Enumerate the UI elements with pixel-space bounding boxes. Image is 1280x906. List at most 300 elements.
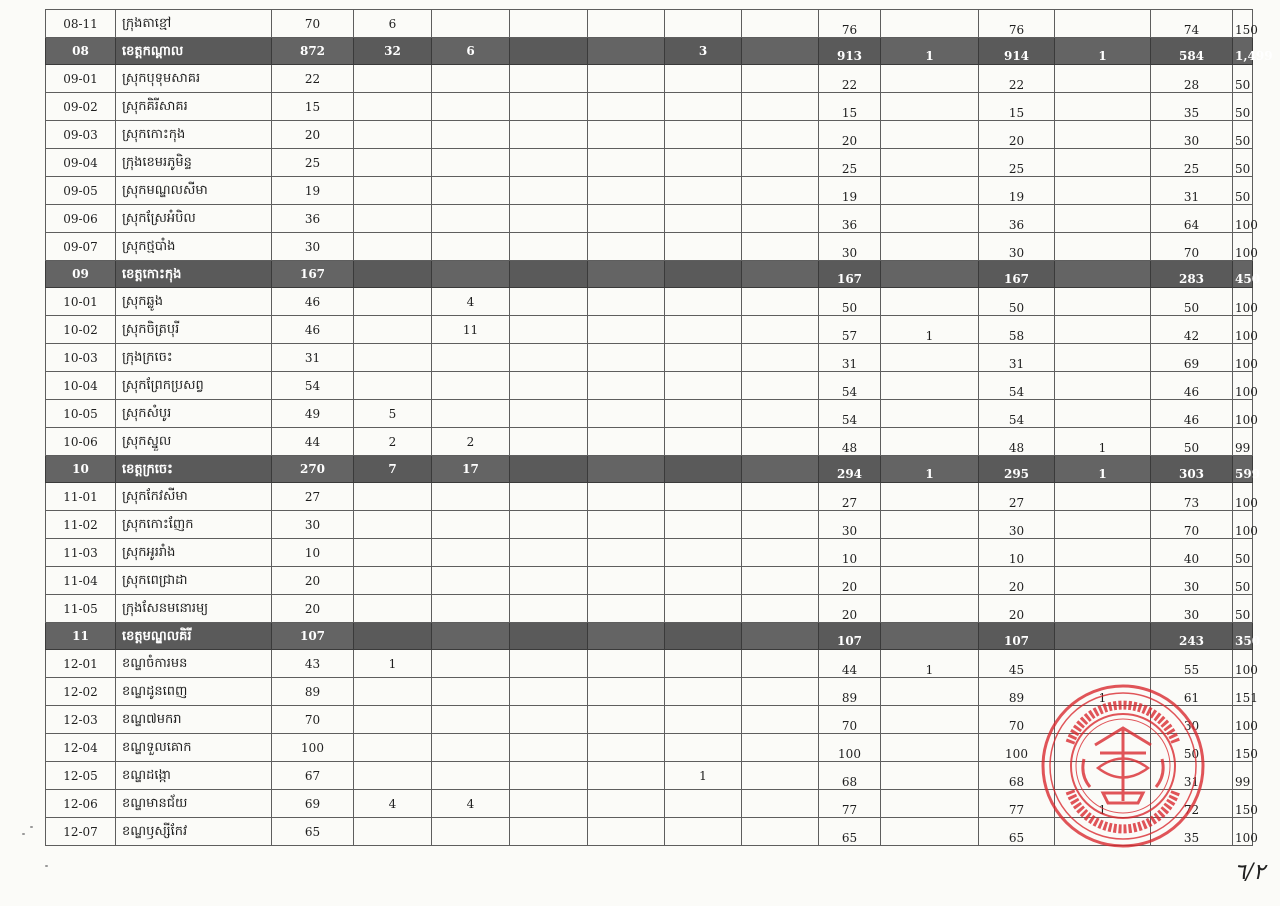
cell-col-5 [432,121,510,149]
cell-col-3: 872 [272,38,354,65]
cell-col-12: 15 [979,93,1055,121]
cell-col-11 [881,595,979,623]
cell-col-7 [588,121,665,149]
district-row [46,149,1253,177]
cell-col-6 [510,734,588,762]
cell-col-6 [510,483,588,511]
cell-col-11: 1 [881,316,979,344]
cell-col-6 [510,65,588,93]
cell-col-9 [742,678,819,706]
cell-col-7 [588,790,665,818]
row-name: ក្រុងតាខ្មៅ [116,10,272,38]
cell-col-7 [588,483,665,511]
cell-col-15: 100 [1233,288,1253,316]
cell-col-11 [881,121,979,149]
cell-col-10: 20 [819,567,881,595]
cell-col-10: 89 [819,678,881,706]
district-row [46,428,1253,456]
cell-col-13: 1 [1055,678,1151,706]
cell-col-10: 100 [819,734,881,762]
cell-col-8 [665,623,742,650]
cell-col-14: 283 [1151,261,1233,288]
cell-col-3: 107 [272,623,354,650]
cell-col-7 [588,177,665,205]
cell-col-4 [354,316,432,344]
cell-col-5 [432,818,510,846]
cell-col-11 [881,149,979,177]
cell-col-4 [354,177,432,205]
cell-col-11 [881,10,979,38]
cell-col-7 [588,706,665,734]
row-name: ខណ្ឌដង្កោ [116,762,272,790]
cell-col-7 [588,38,665,65]
cell-col-3: 22 [272,65,354,93]
cell-col-6 [510,233,588,261]
cell-col-5 [432,233,510,261]
cell-col-7 [588,93,665,121]
cell-col-8 [665,149,742,177]
cell-col-5 [432,261,510,288]
district-row [46,762,1253,790]
cell-col-7 [588,288,665,316]
cell-col-13 [1055,344,1151,372]
province-total-row [46,38,1253,65]
cell-col-15: 450 [1233,261,1253,288]
cell-col-4: 1 [354,650,432,678]
cell-col-5: 2 [432,428,510,456]
cell-col-5 [432,678,510,706]
row-code: 12-07 [46,818,116,846]
cell-col-15: 50 [1233,149,1253,177]
cell-col-5: 4 [432,790,510,818]
cell-col-9 [742,428,819,456]
cell-col-6 [510,121,588,149]
cell-col-14: 46 [1151,372,1233,400]
cell-col-6 [510,790,588,818]
row-name: ខេត្តមណ្ឌលគិរី [116,623,272,650]
cell-col-4: 5 [354,400,432,428]
cell-col-10: 76 [819,10,881,38]
cell-col-4: 4 [354,790,432,818]
cell-col-14: 55 [1151,650,1233,678]
cell-col-9 [742,288,819,316]
cell-col-11 [881,372,979,400]
cell-col-8 [665,121,742,149]
cell-col-12: 27 [979,483,1055,511]
cell-col-14: 35 [1151,818,1233,846]
cell-col-15: 100 [1233,233,1253,261]
cell-col-14: 50 [1151,734,1233,762]
page-number-mark: ٦/٢ [1234,860,1266,885]
cell-col-12: 31 [979,344,1055,372]
cell-col-10: 15 [819,93,881,121]
cell-col-9 [742,261,819,288]
district-row [46,595,1253,623]
cell-col-3: 27 [272,483,354,511]
district-row [46,177,1253,205]
cell-col-9 [742,567,819,595]
cell-col-7 [588,233,665,261]
row-code: 09-07 [46,233,116,261]
cell-col-12: 20 [979,567,1055,595]
cell-col-9 [742,539,819,567]
cell-col-12: 36 [979,205,1055,233]
cell-col-13 [1055,93,1151,121]
cell-col-13 [1055,650,1151,678]
cell-col-12: 20 [979,595,1055,623]
cell-col-13 [1055,10,1151,38]
row-code: 09-01 [46,65,116,93]
cell-col-15: 100 [1233,400,1253,428]
cell-col-12: 68 [979,762,1055,790]
cell-col-9 [742,65,819,93]
cell-col-3: 46 [272,316,354,344]
cell-col-5 [432,706,510,734]
row-code: 11-05 [46,595,116,623]
cell-col-9 [742,233,819,261]
cell-col-11 [881,706,979,734]
cell-col-9 [742,483,819,511]
cell-col-14: 31 [1151,177,1233,205]
cell-col-9 [742,623,819,650]
cell-col-14: 72 [1151,790,1233,818]
cell-col-12: 30 [979,511,1055,539]
cell-col-3: 30 [272,511,354,539]
cell-col-6 [510,511,588,539]
row-code: 09-05 [46,177,116,205]
cell-col-10: 30 [819,233,881,261]
cell-col-11: 1 [881,456,979,483]
cell-col-15: 100 [1233,706,1253,734]
cell-col-8 [665,177,742,205]
district-row [46,233,1253,261]
cell-col-8 [665,428,742,456]
row-name: ស្រុកកែវសីមា [116,483,272,511]
cell-col-5 [432,511,510,539]
cell-col-15: 100 [1233,483,1253,511]
cell-col-6 [510,567,588,595]
scan-speck [22,833,25,835]
cell-col-12: 10 [979,539,1055,567]
cell-col-13 [1055,567,1151,595]
cell-col-15: 100 [1233,316,1253,344]
cell-col-5: 17 [432,456,510,483]
cell-col-13: 1 [1055,38,1151,65]
row-name: ខណ្ឌមានជ័យ [116,790,272,818]
cell-col-15: 100 [1233,511,1253,539]
cell-col-10: 20 [819,595,881,623]
province-total-row [46,623,1253,650]
cell-col-5 [432,372,510,400]
cell-col-3: 19 [272,177,354,205]
cell-col-10: 27 [819,483,881,511]
district-row [46,205,1253,233]
cell-col-6 [510,261,588,288]
cell-col-10: 65 [819,818,881,846]
row-name: ស្រុកស្នួល [116,428,272,456]
cell-col-11 [881,790,979,818]
cell-col-11 [881,288,979,316]
cell-col-5 [432,650,510,678]
district-row [46,316,1253,344]
row-code: 11-02 [46,511,116,539]
cell-col-15: 151 [1233,678,1253,706]
cell-col-13 [1055,316,1151,344]
cell-col-3: 20 [272,595,354,623]
cell-col-8 [665,344,742,372]
cell-col-12: 70 [979,706,1055,734]
cell-col-5 [432,205,510,233]
cell-col-7 [588,372,665,400]
cell-col-6 [510,456,588,483]
cell-col-13: 1 [1055,790,1151,818]
cell-col-10: 294 [819,456,881,483]
cell-col-4 [354,511,432,539]
cell-col-7 [588,456,665,483]
cell-col-10: 107 [819,623,881,650]
cell-col-9 [742,372,819,400]
district-row [46,734,1253,762]
row-name: ស្រុកកោះញែក [116,511,272,539]
cell-col-15: 50 [1233,177,1253,205]
cell-col-3: 25 [272,149,354,177]
row-code: 10-05 [46,400,116,428]
cell-col-4: 32 [354,38,432,65]
district-row [46,678,1253,706]
district-row [46,706,1253,734]
cell-col-14: 35 [1151,93,1233,121]
cell-col-15: 50 [1233,595,1253,623]
cell-col-10: 19 [819,177,881,205]
cell-col-14: 303 [1151,456,1233,483]
cell-col-13 [1055,539,1151,567]
row-code: 12-02 [46,678,116,706]
cell-col-15: 50 [1233,539,1253,567]
cell-col-13 [1055,706,1151,734]
cell-col-4 [354,205,432,233]
row-code: 09-06 [46,205,116,233]
cell-col-8 [665,205,742,233]
cell-col-10: 36 [819,205,881,233]
cell-col-15: 1,499 [1233,38,1253,65]
cell-col-11 [881,65,979,93]
cell-col-9 [742,205,819,233]
cell-col-5 [432,344,510,372]
cell-col-6 [510,428,588,456]
cell-col-13 [1055,734,1151,762]
cell-col-7 [588,400,665,428]
cell-col-3: 49 [272,400,354,428]
cell-col-8 [665,288,742,316]
row-name: ក្រុងក្រចេះ [116,344,272,372]
row-name: ខណ្ឌ៧មករា [116,706,272,734]
district-row [46,539,1253,567]
cell-col-15: 350 [1233,623,1253,650]
cell-col-6 [510,316,588,344]
cell-col-8 [665,650,742,678]
district-row [46,818,1253,846]
district-row [46,567,1253,595]
cell-col-11 [881,344,979,372]
cell-col-7 [588,511,665,539]
row-name: ស្រុកអូររាំង [116,539,272,567]
cell-col-15: 99 [1233,762,1253,790]
cell-col-3: 270 [272,456,354,483]
cell-col-10: 44 [819,650,881,678]
cell-col-11 [881,623,979,650]
cell-col-3: 43 [272,650,354,678]
cell-col-3: 46 [272,288,354,316]
row-code: 12-03 [46,706,116,734]
cell-col-5 [432,177,510,205]
row-code: 11-04 [46,567,116,595]
cell-col-7 [588,316,665,344]
cell-col-14: 30 [1151,595,1233,623]
cell-col-8 [665,372,742,400]
cell-col-15: 100 [1233,344,1253,372]
cell-col-9 [742,790,819,818]
cell-col-15: 99 [1233,428,1253,456]
cell-col-10: 10 [819,539,881,567]
row-code: 10-06 [46,428,116,456]
cell-col-10: 68 [819,762,881,790]
cell-col-8 [665,734,742,762]
cell-col-6 [510,539,588,567]
cell-col-9 [742,149,819,177]
cell-col-8 [665,10,742,38]
cell-col-9 [742,734,819,762]
cell-col-9 [742,456,819,483]
row-name: ស្រុកសំបូរ [116,400,272,428]
cell-col-4 [354,65,432,93]
cell-col-4 [354,344,432,372]
cell-col-6 [510,762,588,790]
cell-col-13 [1055,288,1151,316]
cell-col-13 [1055,149,1151,177]
row-code: 10 [46,456,116,483]
cell-col-4 [354,818,432,846]
cell-col-14: 70 [1151,233,1233,261]
cell-col-13 [1055,121,1151,149]
cell-col-3: 167 [272,261,354,288]
cell-col-13 [1055,65,1151,93]
cell-col-9 [742,344,819,372]
cell-col-4 [354,372,432,400]
cell-col-7 [588,428,665,456]
cell-col-12: 54 [979,400,1055,428]
cell-col-7 [588,567,665,595]
row-name: ខណ្ឌទួលគោក [116,734,272,762]
cell-col-3: 70 [272,706,354,734]
cell-col-7 [588,149,665,177]
cell-col-5 [432,483,510,511]
cell-col-13 [1055,762,1151,790]
row-name: ស្រុកឆ្លូង [116,288,272,316]
cell-col-13 [1055,177,1151,205]
row-name: ក្រុងសែនមនោរម្យ [116,595,272,623]
row-name: ខេត្តកោះកុង [116,261,272,288]
cell-col-8 [665,261,742,288]
cell-col-9 [742,511,819,539]
cell-col-10: 48 [819,428,881,456]
cell-col-10: 30 [819,511,881,539]
cell-col-10: 50 [819,288,881,316]
cell-col-14: 31 [1151,762,1233,790]
cell-col-9 [742,818,819,846]
cell-col-11 [881,511,979,539]
cell-col-5: 11 [432,316,510,344]
province-total-row [46,261,1253,288]
cell-col-14: 46 [1151,400,1233,428]
cell-col-3: 67 [272,762,354,790]
district-row [46,93,1253,121]
cell-col-14: 64 [1151,205,1233,233]
cell-col-15: 50 [1233,93,1253,121]
cell-col-6 [510,650,588,678]
cell-col-10: 22 [819,65,881,93]
cell-col-13: 1 [1055,456,1151,483]
cell-col-7 [588,678,665,706]
cell-col-7 [588,650,665,678]
cell-col-12: 22 [979,65,1055,93]
cell-col-15: 50 [1233,567,1253,595]
cell-col-3: 70 [272,10,354,38]
cell-col-9 [742,93,819,121]
cell-col-11 [881,483,979,511]
cell-col-14: 61 [1151,678,1233,706]
cell-col-13 [1055,372,1151,400]
cell-col-3: 89 [272,678,354,706]
row-code: 09 [46,261,116,288]
cell-col-4 [354,483,432,511]
cell-col-7 [588,818,665,846]
cell-col-11 [881,400,979,428]
cell-col-14: 30 [1151,567,1233,595]
row-code: 11-01 [46,483,116,511]
cell-col-14: 42 [1151,316,1233,344]
cell-col-4 [354,539,432,567]
scan-speck [30,826,33,828]
cell-col-15: 599 [1233,456,1253,483]
cell-col-5 [432,762,510,790]
cell-col-12: 20 [979,121,1055,149]
cell-col-5 [432,149,510,177]
cell-col-13 [1055,233,1151,261]
cell-col-5 [432,539,510,567]
cell-col-4 [354,121,432,149]
cell-col-12: 76 [979,10,1055,38]
cell-col-9 [742,762,819,790]
cell-col-15: 50 [1233,65,1253,93]
cell-col-7 [588,65,665,93]
row-name: ស្រុកចិត្របុរី [116,316,272,344]
cell-col-3: 10 [272,539,354,567]
cell-col-4 [354,678,432,706]
scan-speck [45,865,48,867]
cell-col-12: 50 [979,288,1055,316]
row-code: 12-01 [46,650,116,678]
cell-col-4 [354,93,432,121]
cell-col-12: 100 [979,734,1055,762]
cell-col-4: 7 [354,456,432,483]
row-name: ស្រុកពេជ្រាដា [116,567,272,595]
cell-col-12: 25 [979,149,1055,177]
cell-col-6 [510,10,588,38]
cell-col-6 [510,678,588,706]
cell-col-11 [881,818,979,846]
row-name: ស្រុកមណ្ឌលសីមា [116,177,272,205]
cell-col-4 [354,734,432,762]
